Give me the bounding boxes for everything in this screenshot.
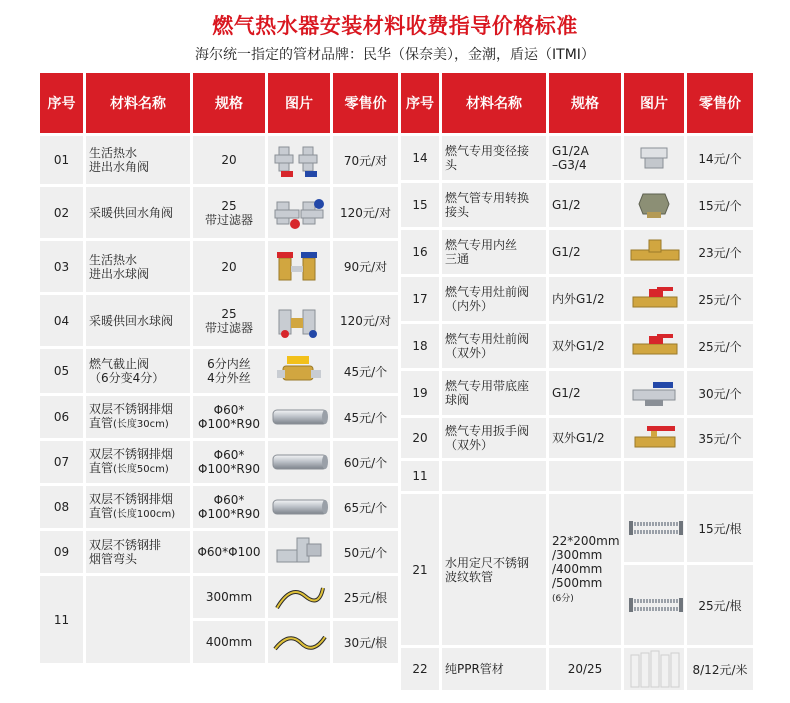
product-image — [268, 349, 330, 393]
table-row — [40, 396, 398, 438]
retail-price-text: 120元/对 — [340, 206, 391, 220]
material-name — [442, 136, 546, 180]
material-name — [86, 241, 190, 292]
row-number — [401, 648, 439, 690]
table-row — [401, 324, 753, 368]
product-image — [624, 418, 684, 458]
product-image — [624, 648, 684, 690]
material-name-text: 燃气专用灶前阀 （双外） — [445, 332, 530, 360]
material-name-text: 生活热水 进出水角阀 — [89, 146, 150, 174]
material-name — [86, 576, 190, 663]
material-name — [86, 349, 190, 393]
angle-valve-filter-icon — [271, 194, 327, 232]
material-name-text: 双层不锈钢排烟 直管 — [89, 447, 174, 475]
table-row — [40, 531, 398, 573]
retail-price — [333, 396, 398, 438]
product-image — [624, 494, 684, 562]
spec — [549, 494, 621, 645]
material-name — [442, 461, 546, 491]
corrugated-hose-icon — [627, 517, 681, 539]
retail-price — [333, 441, 398, 483]
table-row — [401, 648, 753, 690]
material-name-text: 纯PPR管材 — [445, 662, 504, 676]
row-number-text: 09 — [53, 545, 70, 559]
material-name — [442, 494, 546, 645]
product-image — [268, 396, 330, 438]
base-ball-valve-icon — [627, 378, 681, 408]
material-name-text: 燃气专用扳手阀 （双外） — [445, 424, 530, 452]
spec — [193, 187, 265, 238]
material-name-text: 采暖供回水球阀 — [89, 313, 174, 328]
row-number — [40, 187, 83, 238]
flue-elbow-icon — [271, 534, 327, 570]
table-row — [401, 230, 753, 274]
retail-price — [333, 295, 398, 346]
material-name-text: 双层不锈钢排 烟管弯头 — [89, 538, 162, 566]
spec-text: G1/2 — [552, 386, 581, 400]
product-image — [624, 277, 684, 321]
retail-price-text: 90元/对 — [343, 260, 388, 274]
retail-price — [687, 277, 753, 321]
stove-valve-icon — [627, 285, 681, 313]
spec — [193, 576, 265, 618]
spec — [193, 349, 265, 393]
row-number-text: 19 — [412, 386, 428, 400]
table-row — [401, 494, 753, 562]
flex-hose-long-icon — [271, 627, 327, 657]
row-number — [401, 324, 439, 368]
reducer-joint-icon — [627, 144, 681, 172]
steel-flue-pipe-icon — [271, 405, 327, 429]
spec — [193, 531, 265, 573]
material-name — [442, 371, 546, 415]
spec-text: G1/2 — [552, 198, 581, 212]
retail-price-text: 30元/根 — [343, 635, 388, 650]
column-header: 零售价 — [333, 73, 398, 133]
retail-price — [333, 187, 398, 238]
row-number-text: 03 — [53, 259, 70, 274]
row-number-text: 08 — [53, 500, 70, 514]
retail-price-text: 8/12元/米 — [692, 662, 748, 677]
ppr-pipe-icon — [627, 649, 681, 689]
material-name-text: 燃气专用带底座 球阀 — [445, 379, 530, 407]
row-number — [40, 295, 83, 346]
column-header: 零售价 — [687, 73, 753, 133]
row-number — [40, 349, 83, 393]
table-row — [40, 295, 398, 346]
row-number-text: 05 — [53, 364, 70, 378]
product-image — [268, 486, 330, 528]
spec-text: G1/2A –G3/4 — [552, 144, 589, 172]
spec — [549, 461, 621, 491]
retail-price — [687, 565, 753, 645]
product-image — [268, 576, 330, 618]
retail-price-text: 60元/个 — [343, 455, 388, 470]
spec — [193, 621, 265, 663]
flex-hose-short-icon — [271, 582, 327, 612]
product-image — [268, 136, 330, 184]
material-name — [442, 418, 546, 458]
spec — [549, 371, 621, 415]
spec-text: Φ60* Φ100*R90 — [198, 403, 260, 431]
column-header: 规格 — [193, 73, 265, 133]
row-number — [40, 136, 83, 184]
product-image — [624, 461, 684, 491]
spec — [193, 441, 265, 483]
row-number-text: 16 — [412, 245, 428, 259]
spec-text: 22*200mm /300mm /400mm /500mm — [552, 533, 620, 590]
row-number-text: 11 — [412, 469, 428, 483]
corrugated-hose-icon — [627, 594, 681, 616]
row-number-text: 07 — [53, 455, 70, 469]
column-header: 规格 — [549, 73, 621, 133]
table-row — [401, 418, 753, 458]
column-header: 图片 — [624, 73, 684, 133]
retail-price — [687, 230, 753, 274]
material-name — [86, 295, 190, 346]
row-number — [40, 486, 83, 528]
material-name-text: 燃气专用内丝 三通 — [445, 238, 518, 266]
retail-price-text: 30元/个 — [698, 386, 742, 401]
table-header-row — [40, 73, 398, 133]
material-name — [442, 277, 546, 321]
price-table-left — [37, 70, 401, 666]
spec — [549, 277, 621, 321]
row-number — [40, 241, 83, 292]
retail-price-text: 35元/个 — [698, 431, 742, 446]
row-number-text: 17 — [412, 292, 428, 306]
row-number-text: 04 — [53, 313, 70, 328]
page-title: 燃气热水器安装材料收费指导价格标准 — [212, 14, 578, 38]
spec — [193, 295, 265, 346]
length-note: (长度30cm) — [113, 419, 169, 430]
column-header: 图片 — [268, 73, 330, 133]
spec — [193, 241, 265, 292]
row-number — [401, 461, 439, 491]
spec-text: 20 — [221, 259, 237, 274]
product-image — [268, 187, 330, 238]
spec-text: Φ60* Φ100*R90 — [198, 448, 260, 476]
tee-joint-icon — [627, 238, 681, 266]
material-name-text: 生活热水 进出水球阀 — [89, 252, 150, 281]
product-image — [624, 565, 684, 645]
table-row — [40, 241, 398, 292]
row-number-text: 11 — [53, 612, 70, 627]
spec-text: G1/2 — [552, 245, 581, 259]
retail-price-text: 50元/个 — [343, 545, 388, 560]
table-row — [40, 136, 398, 184]
material-name-text: 采暖供回水角阀 — [89, 205, 174, 220]
material-name — [442, 230, 546, 274]
material-name — [86, 486, 190, 528]
retail-price — [333, 576, 398, 618]
row-number-text: 20 — [412, 431, 428, 445]
column-header: 材料名称 — [86, 73, 190, 133]
retail-price-text: 25元/根 — [343, 590, 388, 605]
material-name — [86, 187, 190, 238]
table-row — [401, 461, 753, 491]
material-name — [86, 441, 190, 483]
row-number-text: 18 — [412, 339, 428, 353]
product-image — [268, 621, 330, 663]
retail-price-text: 45元/个 — [343, 410, 388, 425]
table-row — [40, 187, 398, 238]
length-note: (长度50cm) — [113, 464, 169, 475]
retail-price — [687, 648, 753, 690]
table-row — [40, 441, 398, 483]
row-number-text: 06 — [53, 410, 70, 424]
retail-price-text: 25元/个 — [698, 292, 742, 307]
spec-text: Φ60*Φ100 — [197, 545, 261, 559]
retail-price — [687, 136, 753, 180]
spec-text: Φ60* Φ100*R90 — [198, 493, 260, 521]
material-name — [86, 531, 190, 573]
row-number — [401, 371, 439, 415]
row-number — [401, 183, 439, 227]
row-number-text: 21 — [412, 562, 428, 577]
table-row — [40, 576, 398, 618]
material-name — [86, 396, 190, 438]
ball-valve-pair-icon — [271, 248, 327, 286]
gas-stop-valve-icon — [271, 352, 327, 390]
spec-text: 内外G1/2 — [552, 292, 605, 306]
row-number — [401, 136, 439, 180]
spec — [193, 486, 265, 528]
row-number — [401, 494, 439, 645]
table-row — [40, 349, 398, 393]
product-image — [268, 441, 330, 483]
row-number-text: 14 — [412, 151, 428, 165]
material-name-text: 燃气专用灶前阀 （内外） — [445, 285, 530, 313]
row-number — [401, 230, 439, 274]
retail-price — [333, 241, 398, 292]
row-number — [40, 576, 83, 663]
product-image — [624, 371, 684, 415]
spec-text: 双外G1/2 — [552, 431, 605, 445]
spec-text: 25 带过滤器 — [204, 198, 253, 227]
row-number-text: 22 — [412, 662, 428, 676]
material-name-text: 水用定尺不锈钢 波纹软管 — [445, 555, 530, 584]
retail-price-text: 14元/个 — [698, 151, 742, 166]
spec — [549, 136, 621, 180]
product-image — [624, 324, 684, 368]
row-number — [40, 441, 83, 483]
table-header-row — [401, 73, 753, 133]
spec — [549, 230, 621, 274]
material-name — [86, 136, 190, 184]
spec-text: 20 — [221, 153, 237, 167]
column-header: 序号 — [40, 73, 83, 133]
material-name — [442, 648, 546, 690]
row-number-text: 15 — [412, 198, 428, 212]
spec-text: 双外G1/2 — [552, 339, 605, 353]
retail-price — [333, 486, 398, 528]
price-table-right — [398, 70, 756, 693]
retail-price — [687, 494, 753, 562]
material-name — [442, 183, 546, 227]
material-name-text: 燃气管专用转换 接头 — [445, 191, 530, 219]
retail-price-text: 45元/个 — [343, 364, 388, 379]
size-note: (6分) — [552, 593, 574, 604]
spec-text: 400mm — [205, 635, 253, 649]
spec — [549, 183, 621, 227]
table-row — [40, 486, 398, 528]
retail-price-text: 25元/个 — [698, 339, 742, 354]
stove-valve-icon — [627, 332, 681, 360]
product-image — [624, 136, 684, 180]
row-number — [40, 396, 83, 438]
retail-price-text: 120元/对 — [340, 314, 391, 328]
page-subtitle: 海尔统一指定的管材品牌：民华（保奈美），金潮，盾运（ITMI） — [195, 47, 595, 63]
table-row — [401, 277, 753, 321]
spec-text: 6分内丝 4分外丝 — [207, 357, 251, 385]
spec — [193, 396, 265, 438]
retail-price — [333, 621, 398, 663]
angle-valve-pair-icon — [271, 141, 327, 179]
steel-flue-pipe-icon — [271, 495, 327, 519]
material-name — [442, 324, 546, 368]
row-number-text: 01 — [53, 153, 70, 167]
retail-price-text: 65元/个 — [343, 500, 388, 515]
retail-price — [687, 371, 753, 415]
retail-price-text: 15元/个 — [698, 198, 742, 213]
spec-text: 300mm — [205, 590, 253, 604]
adapter-joint-icon — [627, 190, 681, 220]
wrench-valve-icon — [627, 423, 681, 453]
retail-price-text: 70元/对 — [343, 153, 388, 168]
row-number — [401, 277, 439, 321]
column-header: 序号 — [401, 73, 439, 133]
material-name-text: 燃气截止阀 （6分变4分） — [89, 357, 165, 385]
retail-price — [687, 461, 753, 491]
material-name-text: 双层不锈钢排烟 直管 — [89, 402, 174, 430]
spec — [549, 418, 621, 458]
retail-price — [687, 418, 753, 458]
table-row — [401, 183, 753, 227]
row-number — [401, 418, 439, 458]
steel-flue-pipe-icon — [271, 450, 327, 474]
row-number-text: 02 — [53, 205, 70, 220]
retail-price — [687, 324, 753, 368]
material-name-text: 燃气专用变径接 头 — [445, 144, 530, 172]
retail-price — [333, 531, 398, 573]
spec — [549, 648, 621, 690]
retail-price-text: 25元/根 — [698, 598, 742, 613]
retail-price — [687, 183, 753, 227]
product-image — [268, 241, 330, 292]
product-image — [624, 230, 684, 274]
row-number — [40, 531, 83, 573]
table-row — [401, 371, 753, 415]
column-header: 材料名称 — [442, 73, 546, 133]
product-image — [624, 183, 684, 227]
ball-valve-filter-icon — [271, 302, 327, 340]
material-name-text: 双层不锈钢排烟 直管 — [89, 492, 174, 520]
retail-price — [333, 136, 398, 184]
product-image — [268, 295, 330, 346]
retail-price-text: 15元/根 — [698, 521, 742, 536]
spec — [193, 136, 265, 184]
spec-text: 20/25 — [567, 662, 603, 676]
product-image — [268, 531, 330, 573]
length-note: (长度100cm) — [113, 509, 176, 520]
retail-price-text: 23元/个 — [698, 245, 742, 260]
retail-price — [333, 349, 398, 393]
spec-text: 25 带过滤器 — [204, 306, 253, 335]
table-row — [401, 136, 753, 180]
spec — [549, 324, 621, 368]
